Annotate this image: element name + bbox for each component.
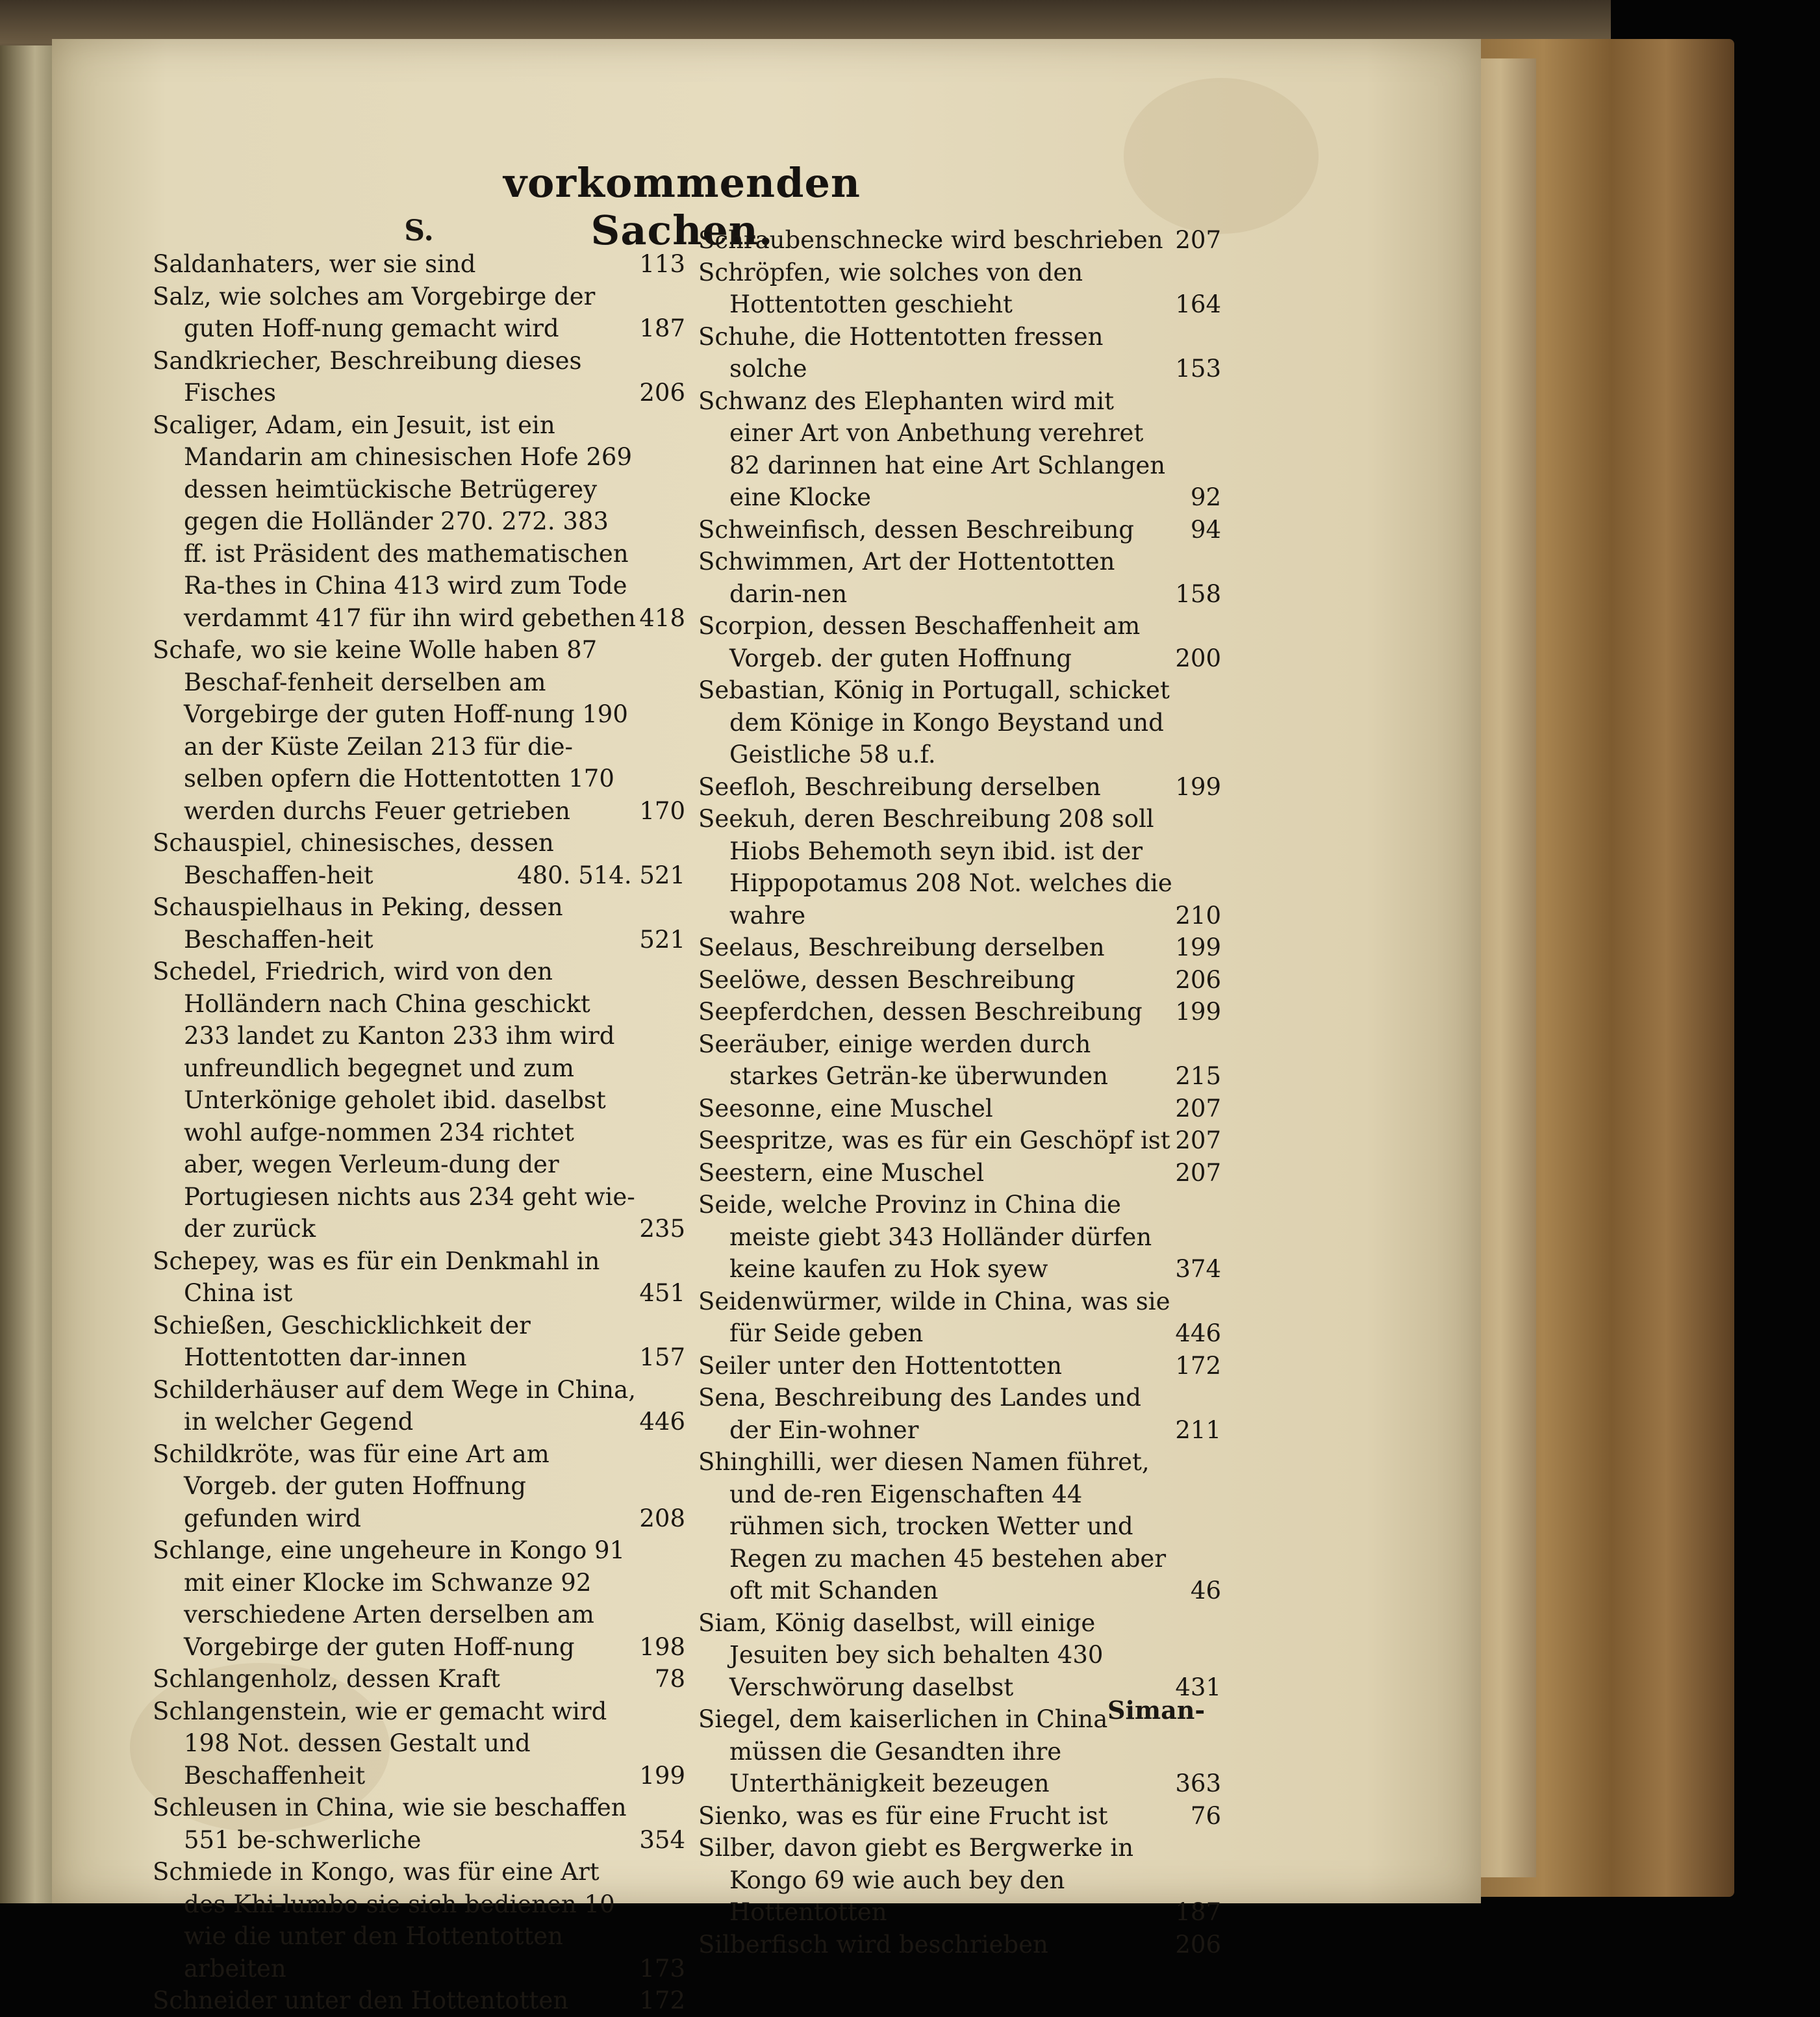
index-entry-text: Sandkriecher, Beschreibung dieses Fisches (153, 346, 582, 407)
index-entry (698, 803, 1221, 932)
index-entry (153, 1534, 685, 1663)
index-entry-text: Scaliger, Adam, ein Jesuit, ist ein Mandarin am chinesischen Hofe 269 dessen heimtückische Betrügerey gegen die Holländer 270. 272. 383 ff. ist Präsident des mathematischen Ra-thes in China 413 wird zum Tode verdammt 417 für ihn wird gebethen (153, 411, 636, 632)
index-entry-text: Seidenwürmer, wilde in China, was sie für Seide geben (698, 1287, 1170, 1347)
index-entry (698, 674, 1221, 771)
index-entry-text: Shinghilli, wer diesen Namen führet, und de-ren Eigenschaften 44 rühmen sich, trocken Wetter und Regen zu machen 45 bestehen aber oft mit Schanden (698, 1448, 1167, 1605)
index-entry-text: Siegel, dem kaiserlichen in China müssen die Gesandten ihre Unterthänigkeit bezeugen (698, 1705, 1108, 1797)
index-entry (153, 1856, 685, 1985)
index-entry-page: 207 (1175, 226, 1221, 254)
index-entry (153, 1310, 685, 1374)
index-entry (153, 345, 685, 409)
index-entry-text: Schilderhäuser auf dem Wege in China, in welcher Gegend (153, 1375, 636, 1436)
index-entry-text: Schwanz des Elephanten wird mit einer Art von Anbethung verehret 82 darinnen hat eine Art Schlangen eine Klocke (698, 387, 1166, 511)
index-entry-page: 446 (1175, 1319, 1221, 1347)
index-entry-text: Schneider unter den Hottentotten (153, 1986, 569, 2014)
index-entry-page: 198 (639, 1632, 685, 1661)
index-entry-page: 113 (639, 250, 685, 278)
index-entry (698, 1286, 1221, 1350)
index-entry-page: 78 (654, 1665, 685, 1693)
index-entry-text: Schießen, Geschicklichkeit der Hottentotten dar-innen (153, 1311, 531, 1371)
index-entry-page: 76 (1190, 1801, 1221, 1830)
index-entry (153, 1985, 685, 2017)
index-entry-page: 187 (1175, 1898, 1221, 1926)
index-entry (698, 514, 1221, 546)
index-entry (698, 771, 1221, 804)
index-entry-page: 153 (1175, 355, 1221, 383)
index-entry-page: 521 (639, 925, 685, 954)
index-entry (698, 1446, 1221, 1607)
index-entry-page: 451 (639, 1279, 685, 1307)
index-entry (153, 1792, 685, 1856)
index-entry-text: Schildkröte, was für eine Art am Vorgeb. der guten Hoffnung gefunden wird (153, 1440, 550, 1532)
index-entry-page: 210 (1175, 901, 1221, 930)
index-entry (698, 546, 1221, 610)
index-entry (698, 964, 1221, 996)
index-entry-text: Saldanhaters, wer sie sind (153, 250, 476, 278)
index-entry-page: 480. 514. 521 (517, 861, 685, 889)
index-entry-text: Schepey, was es für ein Denkmahl in China ist (153, 1247, 600, 1307)
index-entry (153, 1663, 685, 1695)
index-entry-text: Seide, welche Provinz in China die meiste giebt 343 Holländer dürfen keine kaufen zu Hok syew (698, 1191, 1152, 1283)
index-entry-page: 157 (639, 1343, 685, 1371)
index-entry (153, 891, 685, 956)
index-entry (698, 1929, 1221, 1961)
index-entry (698, 321, 1221, 385)
index-entry (698, 257, 1221, 321)
index-entry-page: 206 (639, 379, 685, 407)
index-entry (698, 610, 1221, 674)
index-entry-page: 172 (1175, 1351, 1221, 1380)
index-entry-text: Schleusen in China, wie sie beschaffen 551 be-schwerliche (153, 1794, 627, 1854)
index-entry (698, 1093, 1221, 1125)
index-entry-page: 46 (1190, 1577, 1221, 1605)
index-entry (153, 409, 685, 635)
index-entry-text: Schafe, wo sie keine Wolle haben 87 Beschaf-fenheit derselben am Vorgebirge der guten Hoff-nung 190 an der Küste Zeilan 213 für die-selben opfern die Hottentotten 170 werden durchs Feuer getrieben (153, 636, 628, 825)
index-entry-text: Silber, davon giebt es Bergwerke in Kongo 69 wie auch bey den Hottentotten (698, 1834, 1134, 1926)
index-entry-page: 431 (1175, 1673, 1221, 1701)
index-entry (698, 385, 1221, 514)
index-entry-text: Schweinfisch, dessen Beschreibung (698, 515, 1134, 544)
index-entry-page: 199 (1175, 772, 1221, 801)
section-letter: S. (404, 214, 434, 247)
index-entry-text: Sienko, was es für eine Frucht ist (698, 1801, 1108, 1830)
running-head: vorkommenden Sachen. (503, 159, 861, 254)
index-entry-text: Seelöwe, dessen Beschreibung (698, 965, 1076, 994)
index-entry-text: Seepferdchen, dessen Beschreibung (698, 998, 1143, 1026)
index-entry-text: Sebastian, König in Portugall, schicket dem Könige in Kongo Beystand und Geistliche 58 u.f. (698, 676, 1170, 768)
index-entry-page: 173 (639, 1954, 685, 1983)
index-entry (698, 1607, 1221, 1704)
index-entry-page: 199 (639, 1761, 685, 1790)
index-entry-page: 207 (1175, 1126, 1221, 1154)
index-entry-text: Schwimmen, Art der Hottentotten darin-nen (698, 548, 1115, 608)
index-entry-page: 164 (1175, 290, 1221, 318)
index-entry (698, 1382, 1221, 1446)
index-entry-text: Sena, Beschreibung des Landes und der Ein-wohner (698, 1384, 1141, 1444)
index-entry-page: 187 (639, 314, 685, 342)
index-entry (153, 827, 685, 891)
index-entry (698, 1157, 1221, 1189)
index-entry-text: Seestern, eine Muschel (698, 1158, 985, 1187)
index-entry (153, 956, 685, 1245)
index-entry-page: 199 (1175, 933, 1221, 961)
index-entry-text: Schuhe, die Hottentotten fressen solche (698, 322, 1104, 383)
index-entry-page: 199 (1175, 998, 1221, 1026)
index-entry (698, 1832, 1221, 1929)
index-entry (698, 996, 1221, 1028)
index-entry (153, 248, 685, 281)
index-entry (698, 224, 1221, 257)
index-entry-text: Schmiede in Kongo, was für eine Art des Khi-lumbo sie sich bedienen 10 wie die unter den Hottentotten arbeiten (153, 1858, 615, 1983)
index-entry-page: 363 (1175, 1770, 1221, 1797)
index-entry-text: Seespritze, was es für ein Geschöpf ist (698, 1126, 1170, 1154)
left-page-edge (0, 45, 58, 1903)
index-entry-page: 211 (1175, 1415, 1221, 1444)
index-entry-text: Scorpion, dessen Beschaffenheit am Vorgeb. der guten Hoffnung (698, 612, 1141, 672)
index-entry (153, 634, 685, 827)
index-entry-page: 215 (1175, 1062, 1221, 1090)
paper-stain (1124, 78, 1319, 234)
index-entry-text: Seiler unter den Hottentotten (698, 1351, 1062, 1380)
index-entry-page: 94 (1190, 515, 1221, 544)
index-entry-page: 172 (639, 1986, 685, 2014)
index-entry-page: 158 (1175, 579, 1221, 608)
index-entry-page: 170 (639, 796, 685, 825)
index-entry-page: 418 (639, 603, 685, 632)
index-entry (698, 932, 1221, 964)
index-entry-page: 92 (1190, 483, 1221, 511)
index-entry-page: 207 (1175, 1094, 1221, 1123)
index-entry-text: Schröpfen, wie solches von den Hottentotten geschieht (698, 258, 1083, 318)
index-entry-text: Schlangenholz, dessen Kraft (153, 1665, 500, 1693)
index-entry-text: Schauspielhaus in Peking, dessen Beschaffen-heit (153, 893, 563, 954)
index-entry-page: 200 (1175, 644, 1221, 672)
index-entry-page: 374 (1175, 1255, 1221, 1283)
index-entry-text: Schraubenschnecke wird beschrieben (698, 226, 1163, 254)
index-entry (153, 1438, 685, 1535)
index-entry (153, 1245, 685, 1310)
index-entry-page: 446 (639, 1408, 685, 1436)
index-entry (698, 1124, 1221, 1157)
index-entry (153, 1374, 685, 1438)
index-entry (153, 1695, 685, 1792)
index-entry-text: Schlange, eine ungeheure in Kongo 91 mit einer Klocke im Schwanze 92 verschiedene Arten derselben am Vorgebirge der guten Hoff-nung (153, 1536, 626, 1661)
index-entry-page: 235 (639, 1215, 685, 1243)
index-entry (698, 1028, 1221, 1093)
index-entry (698, 1189, 1221, 1286)
index-entry-text: Schauspiel, chinesisches, dessen Beschaffen-heit (153, 829, 554, 889)
index-column-left (153, 214, 685, 2017)
index-entry-text: Salz, wie solches am Vorgebirge der guten Hoff-nung gemacht wird (153, 282, 596, 342)
index-entry-text: Schlangenstein, wie er gemacht wird 198 Not. dessen Gestalt und Beschaffenheit (153, 1697, 607, 1790)
index-entry (698, 1800, 1221, 1833)
catchword: Siman- (1107, 1695, 1206, 1725)
index-entry (153, 281, 685, 345)
index-entry-text: Seekuh, deren Beschreibung 208 soll Hiobs Behemoth seyn ibid. ist der Hippopotamus 208 Not. welches die wahre (698, 805, 1172, 930)
index-entry-page: 207 (1175, 1158, 1221, 1187)
index-entry-text: Schedel, Friedrich, wird von den Holländern nach China geschickt 233 landet zu Kanton 233 ihm wird unfreundlich begegnet und zum Unterkönige geholet ibid. daselbst wohl aufge-nommen 234 richtet aber, wegen Verleum-dung der Portugiesen nichts aus 234 geht wie-der zurück (153, 958, 635, 1243)
index-entry-text: Siam, König daselbst, will einige Jesuiten bey sich behalten 430 Verschwörung daselbst (698, 1608, 1104, 1701)
index-entry-text: Seeräuber, einige werden durch starkes Geträn-ke überwunden (698, 1030, 1108, 1090)
index-entry-page: 354 (639, 1825, 685, 1854)
index-entry-page: 206 (1175, 965, 1221, 994)
index-entry-text: Seesonne, eine Muschel (698, 1094, 993, 1123)
index-entry (698, 1350, 1221, 1382)
index-entry-page: 206 (1175, 1930, 1221, 1959)
index-entry-text: Seelaus, Beschreibung derselben (698, 933, 1105, 961)
index-entry-page: 208 (639, 1504, 685, 1532)
index-entry-text: Seefloh, Beschreibung derselben (698, 772, 1101, 801)
index-entry-text: Silberfisch wird beschrieben (698, 1930, 1048, 1959)
